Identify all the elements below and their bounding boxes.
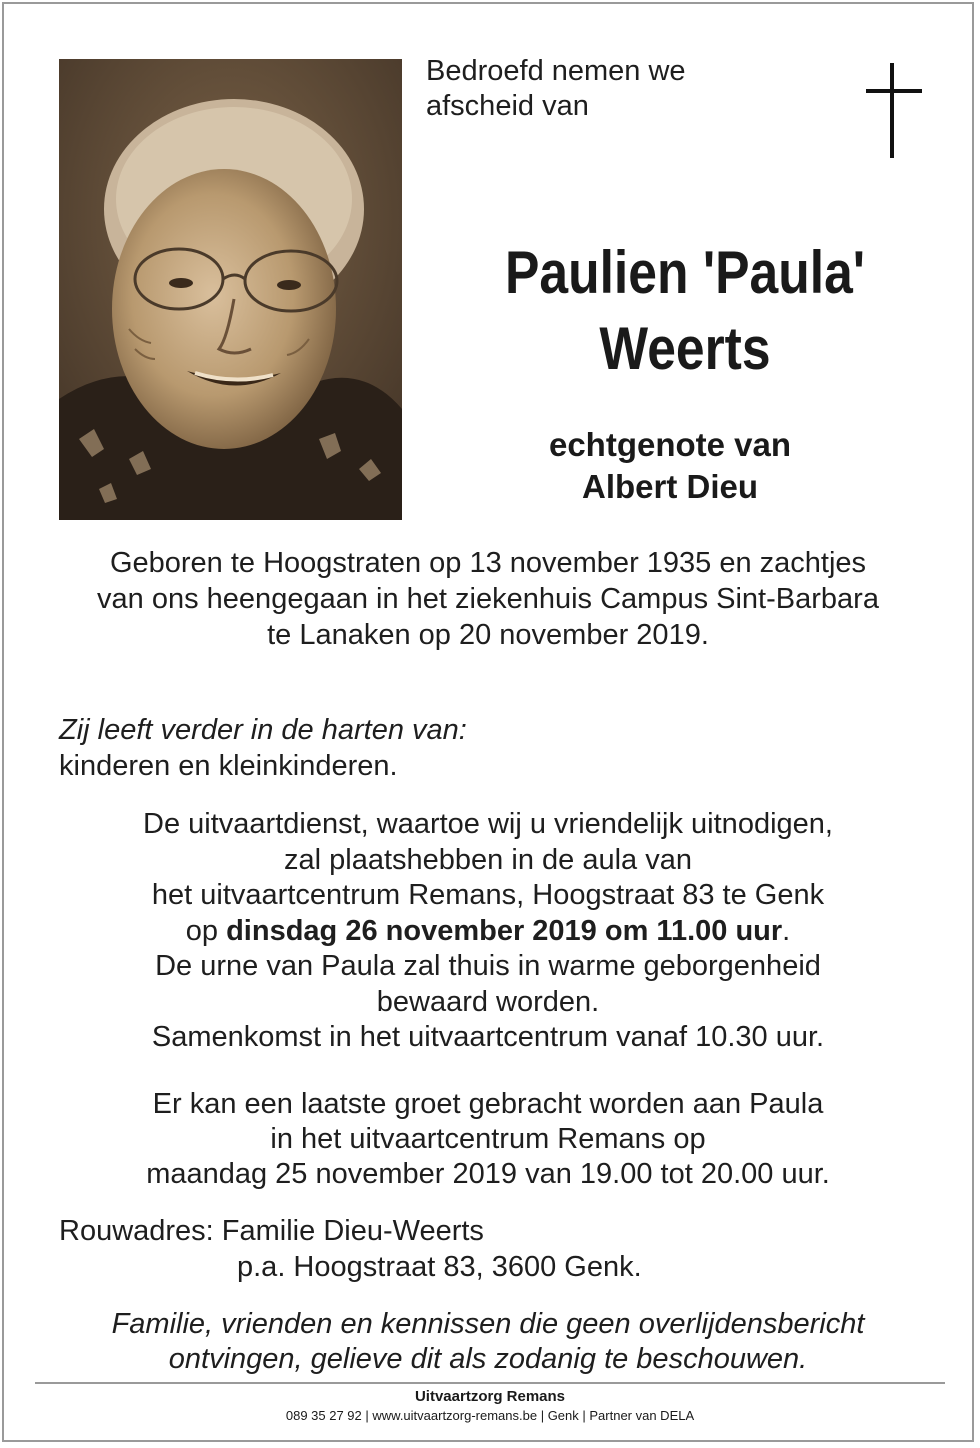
birth-death-line: te Lanaken op 20 november 2019. (267, 619, 709, 651)
service-date-suffix: . (782, 914, 791, 947)
remembered-intro: Zij leeft verder in de harten van: (59, 714, 467, 746)
deceased-last-name: Weerts (599, 315, 771, 382)
visitation-line: maandag 25 november 2019 van 19.00 tot 20.00 uur. (146, 1158, 830, 1190)
service-date-prefix: op (185, 914, 227, 947)
service-line: bewaard worden. (376, 985, 600, 1018)
service-line: De uitvaartdienst, waartoe wij u vriendelijk uitnodigen, (143, 808, 833, 840)
birth-death-line: van ons heengegaan in het ziekenhuis Campus Sint-Barbara (97, 583, 879, 615)
spouse-name: Albert Dieu (581, 468, 759, 505)
deceased-first-name: Paulien 'Paula' (504, 239, 866, 306)
service-line: Samenkomst in het uitvaartcentrum vanaf 10.30 uur. (151, 1021, 825, 1053)
service-line: het uitvaartcentrum Remans, Hoogstraat 83 te Genk (151, 879, 825, 911)
birth-death-line: Geboren te Hoogstraten op 13 november 1935 en zachtjes (109, 547, 867, 579)
intro-text (426, 54, 826, 124)
service-date-line (40, 914, 936, 950)
portrait-photo (59, 59, 402, 520)
notice-line: Familie, vrienden en kennissen die geen overlijdensbericht (111, 1308, 865, 1340)
spouse-relation: echtgenote van (548, 426, 792, 463)
deceased-name (466, 235, 905, 387)
visitation-line: Er kan een laatste groet gebracht worden aan Paula (152, 1088, 824, 1120)
footer-divider (35, 1382, 945, 1384)
visitation-line: in het uitvaartcentrum Remans op (270, 1123, 706, 1155)
intro-line-1: Bedroefd nemen we (426, 55, 686, 87)
visitation-paragraph (40, 1087, 936, 1192)
notice-paragraph (40, 1307, 936, 1377)
service-line: zal plaatshebben in de aula van (284, 843, 692, 876)
notice-line: ontvingen, gelieve dit als zodanig te beschouwen. (168, 1343, 808, 1375)
intro-line-2: afscheid van (426, 90, 589, 122)
remembered-names: kinderen en kleinkinderen. (59, 750, 398, 782)
mourning-address: p.a. Hoogstraat 83, 3600 Genk. (237, 1251, 642, 1283)
mourning-address-label: Rouwadres: Familie Dieu-Weerts (59, 1215, 484, 1247)
service-line: De urne van Paula zal thuis in warme geborgenheid (155, 950, 821, 982)
birth-death-paragraph (40, 545, 936, 653)
footer-company: Uitvaartzorg Remans (414, 1388, 566, 1405)
service-date: dinsdag 26 november 2019 om 11.00 uur (226, 914, 783, 947)
cross-icon (862, 60, 926, 160)
footer-details: 089 35 27 92 | www.uitvaartzorg-remans.be | Genk | Partner van DELA (285, 1408, 695, 1423)
spouse-block (470, 424, 870, 508)
service-paragraph (40, 807, 936, 1056)
